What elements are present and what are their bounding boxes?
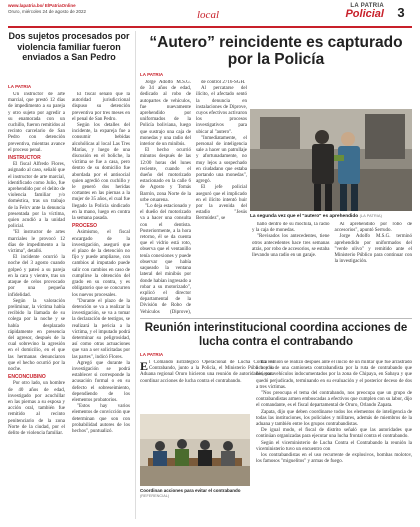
text: "El instructor de artes marciales le provocó 12 días de impedimento a la víctima", detalló.	[8, 230, 65, 255]
left-article-column-2	[72, 92, 130, 517]
paragraph	[8, 255, 65, 298]
paragraph	[72, 230, 130, 298]
text: Asimismo, el fiscal encargado de la investigación, aseguró que el plazo de la detención no fijo y puede ampliarse, con cambios al imputado puede salir con cambios en caso de cumplirse la obtención del grado en su contra, y es obligatorio que se concurren los nuevos procesales.	[72, 230, 130, 298]
paragraph	[196, 136, 247, 186]
text: El incidente ocurrió la noche del 3 agosto cuando golpeó y pateó a su pareja en la cara y vientre, tras un ataque de celos provocado por una pequeña infidelidad.	[8, 255, 65, 298]
text: "Nos preocupa el tema del contrabando, nos preocupa que un grupo de contrabandistas armen emboscadas a efectivos que cumplen con su labor, dijo el comandante, es el fiscal departamental de Oruro, Orlando Zapata.	[256, 391, 412, 409]
brand-top: LA PATRIA	[350, 3, 384, 9]
text: La reunión se realizó después ante el inicio de un militar que fue arrastrado a bordo de una camioneta contrabandista por la ruta de contrabando que hicieron vehículos indocumentados por la zona de Chipaya, en Sabaya y que quedó perjudicado, terminando en su evaluación y el posterior deceso de dos a tres víctimas.	[256, 360, 412, 390]
text: "Revisados los antecedentes, tiene otros antecedentes hace tres semanas atrás, por robo de accesorios, se estaba llevando una radio en un garaje.	[252, 234, 330, 259]
paragraph	[335, 222, 413, 234]
text: Por otro lado, un hombre de 40 años de edad, investigado por acuchillar en las piernas a su esposa y acción oral, también fue remitido al recinto penitenciario de la zona Norte de la ciudad, por el delito de violencia familiar.	[8, 381, 65, 436]
paragraph	[8, 92, 65, 154]
left-article-byline: LA PATRIA	[8, 84, 32, 89]
text: Según los detalles del incidente, la expareja fue a consumir bebidas alcohólicas al local Las Tres Marías, y luego de una discusión en el boliche, la víctima se fue a casa, pero dentro de su domicilio fue abordada por el antisocial quien agredió con cuchillo y le generó dos heridas cortantes en las piernas a la mujer de 35 años, el cual fue llegado la Policía sindicado en la mano, luego en contra la semana pasada.	[72, 123, 130, 222]
paragraph	[72, 361, 130, 404]
photo-credit: (REFERENCIAL)	[140, 494, 170, 498]
bottom-article-column-2	[256, 360, 412, 520]
paragraph	[256, 441, 412, 453]
text: Al percatarse del ilícito, el afectado sentó la denuncia en instalaciones de Diprove, cuyos efectivos activaron los procesos investigativos para ubicar al "autero".	[196, 86, 247, 135]
arrest-photo	[250, 109, 412, 211]
text: Al aprehendido por robo de accesorios", apuntó Serrudo.	[334, 222, 412, 234]
paragraph	[140, 204, 191, 314]
text: Un instructor de arte marcial, que prestó 12 días de impedimento a su pareja y otro sujeto por agredir a su enamorada con un cuchillo, fueron remitidos al recinto carcelario de San Pedro con detención preventiva, mientras avance el proceso penal.	[8, 92, 65, 153]
header-date: Oruro, miércoles 24 de agosto de 2022	[8, 8, 87, 14]
text: de control 2716-SGH.	[201, 80, 246, 85]
text: PROCESO	[72, 223, 98, 230]
subheading	[8, 374, 65, 380]
text: "Estos hay varios elementos de convicción que determinan que son con probabilidad autores de los hechos", puntualizó.	[72, 404, 130, 434]
text: halló dentro de su mochila, la radio y la caja de monedas.	[252, 222, 330, 234]
paragraph	[140, 148, 191, 204]
header-divider	[8, 26, 412, 28]
bottom-article-title: Reunión interinstitucional coordina acciones de lucha contra el contrabando	[144, 322, 408, 348]
text: El hecho ocurrió minutos después de las 12:00 horas del lunes reciente, cuando el dueño del motorizado estacionado en la calle 6 de Agosto y Tomás Barrón, zona Norte de la urbe oruarena.	[140, 148, 191, 203]
bottom-article-byline: LA PATRIA	[140, 352, 164, 357]
paragraph	[8, 230, 65, 255]
paragraph	[256, 428, 412, 440]
paragraph	[140, 80, 191, 148]
paragraph	[8, 162, 65, 230]
text: "Durante el plazo de la detención se va a realizar la investigación, se va a tomar la declaración de testigos, se realizará la pericia a la víctima, y el imputado podrá determinar su peligrosidad, así como otras actuaciones que van a ser solicitadas por las partes", indicó Flores.	[72, 298, 130, 360]
text: ENCONCUBINO	[8, 374, 46, 381]
text: los contrabandistas en el uso recurrente de explosivos, bombas molotov, los famosos "miguelitos" y armas de fuego.	[256, 453, 412, 465]
header-meta	[8, 3, 86, 14]
paragraph	[140, 360, 274, 385]
text: Agregó que durante la investigación se podrá establecer si corresponde la acusación formal o en su defecto el sobreseimiento, dependiendo de los elementos probatorios.	[72, 360, 130, 403]
paragraph	[72, 92, 130, 123]
top-article-column-1	[140, 80, 191, 314]
meeting-photo	[140, 414, 250, 486]
meeting-photo-caption	[140, 488, 250, 498]
brand-bottom: Policial	[345, 8, 384, 20]
page-header	[0, 0, 420, 29]
paragraph	[72, 404, 130, 435]
photo-credit: (LA PATRIA)	[359, 213, 382, 218]
photo-caption-text: La segunda vez que el "autero" es aprehendido	[250, 214, 359, 219]
page-number: 3	[397, 5, 405, 20]
paragraph	[335, 234, 413, 265]
paragraph	[256, 391, 412, 410]
text: El fiscal señaló que la autoridad jurisdiccional dispuso su detención preventiva por tres meses en el penal de San Pedro.	[72, 92, 130, 122]
drop-cap: E	[140, 360, 149, 373]
column-separator	[135, 31, 136, 519]
paragraph	[256, 360, 412, 391]
text: "Inmediatamente, el personal de inteligencia sale a hacer un patrullaje y afortunadamente, no muy lejos a sospechado en ciudadano que estaba portando una monedas", agregó.	[196, 135, 247, 185]
subheading	[72, 223, 130, 229]
left-article-column-1	[8, 92, 65, 517]
section-label: local	[197, 9, 219, 21]
text: l Comando Estratégico Operacional de Lucha Contra el Contrabando, junto a la Policía, el Ministerio Público y la Aduana regional Oruro hicieron una reunión de autoridades, para coordinar acciones de lucha contra el contrabando.	[140, 360, 274, 384]
brand-logo	[345, 3, 384, 20]
top-article-column-2	[196, 80, 247, 314]
top-article-byline: LA PATRIA	[140, 72, 164, 77]
text: El fiscal Alfredo Flores, asignado al caso, señaló que el instructor de arte marcial, identificado como Julio, fue aprehendido por el delito de violencia familiar y/o doméstica, tras un trabajo de la Felcv ante la denuncia presentada por la víctima, quien acudió a la unidad policial.	[8, 162, 65, 230]
arrest-photo-caption	[250, 213, 412, 219]
text: "Lo deja estacionado y el dueño del motorizado va a hacer una consulta con el dentista. Posteriormente, a la hora retorno, él se da cuenta que el vidrio está roto, observa que el ventanillo tenía conexiones y puede observar que había saqueado la ventana lateral del minibús por donde habían ingresado a robar a su motorizado", explicó el director departamental de la División de Robo de Vehículos (Diprove),	[140, 204, 191, 314]
left-article	[8, 31, 130, 519]
subheading	[8, 155, 65, 161]
paragraph	[8, 299, 65, 373]
top-article-title: “Autero” reincidente es capturado por la Policía	[149, 34, 403, 68]
text: Según la valoración preliminar, la víctima había recibido la llamada de su colega por la noche y se había desplazado rápidamente en presencia del agresor, después de la cual sobrevino la agresión en el domicilio, en el que las hermanas denunciaron que el hecho ocurrió por la noche.	[8, 298, 65, 372]
header-site: www.lapatria.bo/ ElPatriaOnline	[8, 3, 76, 8]
photo-caption-text: Coordinan acciones para evitar el contrabando	[140, 488, 241, 493]
text: Jorge Adolfo M.S.G. de 34 años de edad, dedicado al robo de autopartes de vehículos, fue nuevamente aprehendido por uniformados de la Policía boliviana, luego que sustrajo una caja de monedas y una radio del interior de un minibús.	[140, 80, 191, 148]
paragraph	[256, 410, 412, 429]
paragraph	[72, 299, 130, 361]
text: Jorge Adolfo M.S.G. terminó aprehendido por uniformados del "verde olivo" y remitido ante el Ministerio Público para continuar con la investigación.	[334, 234, 412, 265]
text: INSTRUCTOR	[8, 155, 41, 162]
text: De igual modo, el fiscal de distrito señaló que las autoridades que continúan organizadas para ejecutar una lucha frontal contra el contrabando.	[256, 428, 412, 440]
article-divider	[140, 318, 412, 319]
paragraph	[196, 86, 247, 136]
paragraph	[8, 381, 65, 437]
text: Zapata, dijo que deben coordinarse todos los elementos de inteligencia de todas las instituciones, los policiales y militares, además de miembros de la aduana y también entre los grupos contrabandistas.	[256, 409, 412, 428]
text: Según el viceministerio de Lucha Contra el Contrabando la reunión la viceministerio tuvo un encuentro con	[256, 440, 412, 452]
paragraph	[252, 222, 330, 234]
paragraph	[72, 123, 130, 222]
paragraph	[196, 185, 247, 222]
paragraph	[256, 453, 412, 465]
bottom-article-column-1	[140, 360, 274, 412]
left-article-title: Dos sujetos procesados por violencia familiar fueron enviados a San Pedro	[8, 31, 130, 62]
paragraph	[252, 234, 330, 259]
top-article-column-3	[252, 222, 412, 316]
text: El jefe policial aseguró que el implicado en el ilícito intentó huir por la avenida del estadio "Jesús Bermúdez", se	[196, 185, 247, 222]
